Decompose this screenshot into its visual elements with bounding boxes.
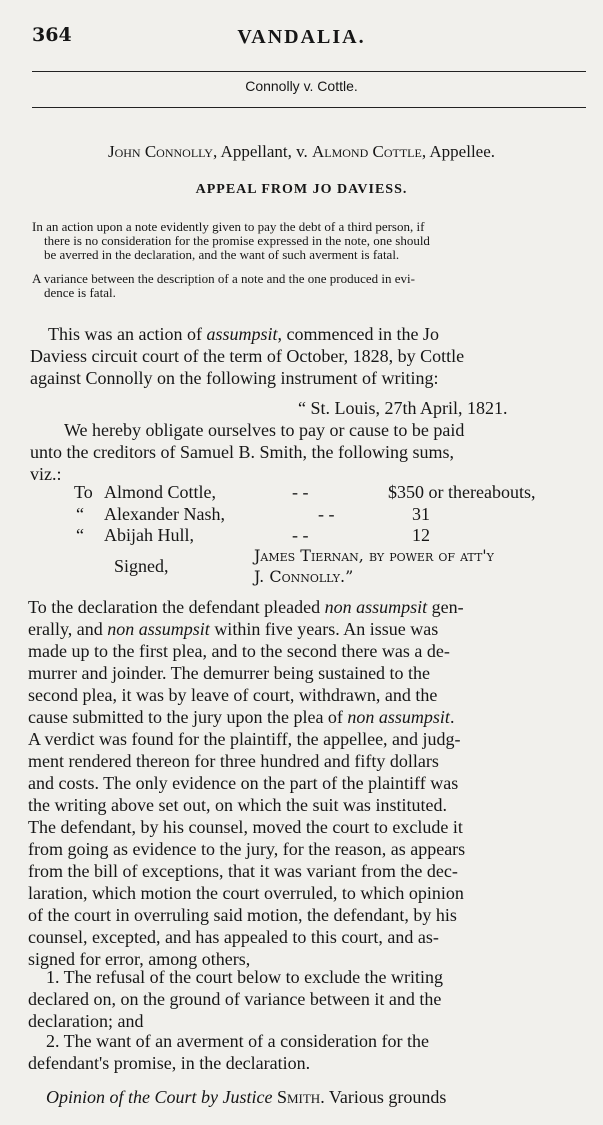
creditor-prefix: To <box>74 482 93 502</box>
creditor-prefix: “ <box>76 504 84 524</box>
creditor-name: Abijah Hull, <box>104 525 194 545</box>
case-short-title: Connolly v. Cottle. <box>245 78 358 94</box>
headnote-line: be averred in the declaration, and the want of such averment is fatal. <box>44 247 400 262</box>
narrative-line: erally, and non assumpsit within five years. An issue was <box>28 619 439 639</box>
narrative-line: and costs. The only evidence on the part of the plaintiff was <box>28 773 459 793</box>
narrative-line: made up to the first plea, and to the second there was a de- <box>28 641 450 661</box>
narrative-line: declared on, on the ground of variance between it and the <box>28 989 442 1009</box>
case-title <box>0 142 603 162</box>
narrative-line: To the declaration the defendant pleaded non assumpsit gen- <box>28 597 464 617</box>
instrument-place-date: “ St. Louis, 27th April, 1821. <box>298 398 508 418</box>
narrative-line: the writing above set out, on which the suit was instituted. <box>28 795 447 815</box>
headnote-line: In an action upon a note evidently given to pay the debt of a third person, if <box>32 219 425 234</box>
narrative-line: The defendant, by his counsel, moved the court to exclude it <box>28 817 463 837</box>
narrative-line: cause submitted to the jury upon the plea of non assumpsit. <box>28 707 455 727</box>
page-number: 364 <box>32 24 72 46</box>
narrative-line: second plea, it was by leave of court, withdrawn, and the <box>28 685 438 705</box>
signed-label: Signed, <box>114 556 169 576</box>
instrument-line: We hereby obligate ourselves to pay or cause to be paid <box>64 420 465 440</box>
intro-line: Daviess circuit court of the term of October, 1828, by Cottle <box>30 346 465 366</box>
creditor-amount: 12 <box>412 525 430 545</box>
appellant-role: , Appellant, v. <box>212 142 312 161</box>
narrative-line: signed for error, among others, <box>28 949 251 969</box>
creditor-prefix: “ <box>76 525 84 545</box>
creditor-name: Alexander Nash, <box>104 504 225 524</box>
justice-name: Smith. <box>276 1087 325 1107</box>
narrative-line: laration, which motion the court overruled, to which opinion <box>28 883 464 903</box>
creditor-name: Almond Cottle, <box>104 482 216 502</box>
narrative-line: 1. The refusal of the court below to exclude the writing <box>46 967 444 987</box>
narrative-line: murrer and joinder. The demurrer being sustained to the <box>28 663 431 683</box>
instrument-line: viz.: <box>30 464 62 484</box>
creditor-dashes: - - <box>292 525 309 545</box>
creditor-amount: $350 or thereabouts, <box>388 482 536 502</box>
narrative-line: of the court in overruling said motion, the defendant, by his <box>28 905 457 925</box>
opinion-tail: Various grounds <box>328 1087 447 1107</box>
headnote-line: A variance between the description of a note and the one produced in evi- <box>32 271 415 286</box>
opinion-lead: Opinion of the Court by Justice <box>46 1087 273 1107</box>
signer-line: James Tiernan, by power of att'y <box>254 546 494 565</box>
narrative-line: counsel, excepted, and has appealed to this court, and as- <box>28 927 439 947</box>
instrument-line: unto the creditors of Samuel B. Smith, the following sums, <box>30 442 454 462</box>
narrative-line: ment rendered thereon for three hundred and fifty dollars <box>28 751 439 771</box>
opinion-line <box>46 1087 446 1108</box>
appellant-name: John Connolly <box>107 142 213 161</box>
header-rule-top <box>32 71 586 72</box>
headnote-line: dence is fatal. <box>44 285 116 300</box>
appellee-role: , Appellee. <box>421 142 496 161</box>
creditor-dashes: - - <box>292 482 309 502</box>
narrative-line: 2. The want of an averment of a consideration for the <box>46 1031 430 1051</box>
running-title: VANDALIA. <box>237 26 366 48</box>
header-rule-bottom <box>32 107 586 108</box>
narrative-line: A verdict was found for the plaintiff, the appellee, and judg- <box>28 729 461 749</box>
intro-line: This was an action of assumpsit, commenced in the Jo <box>48 324 439 344</box>
creditor-amount: 31 <box>412 504 430 524</box>
headnote-line: there is no consideration for the promise expressed in the note, one should <box>44 233 430 248</box>
appeal-from: APPEAL FROM JO DAVIESS. <box>195 182 408 197</box>
narrative-line: declaration; and <box>28 1011 144 1031</box>
signer-line: J. Connolly.” <box>254 567 354 586</box>
appellee-name: Almond Cottle <box>311 142 422 161</box>
narrative-line: from going as evidence to the jury, for the reason, as appears <box>28 839 466 859</box>
creditor-dashes: - - <box>318 504 335 524</box>
intro-line: against Connolly on the following instrument of writing: <box>30 368 439 388</box>
narrative-line: from the bill of exceptions, that it was variant from the dec- <box>28 861 458 881</box>
narrative-line: defendant's promise, in the declaration. <box>28 1053 311 1073</box>
